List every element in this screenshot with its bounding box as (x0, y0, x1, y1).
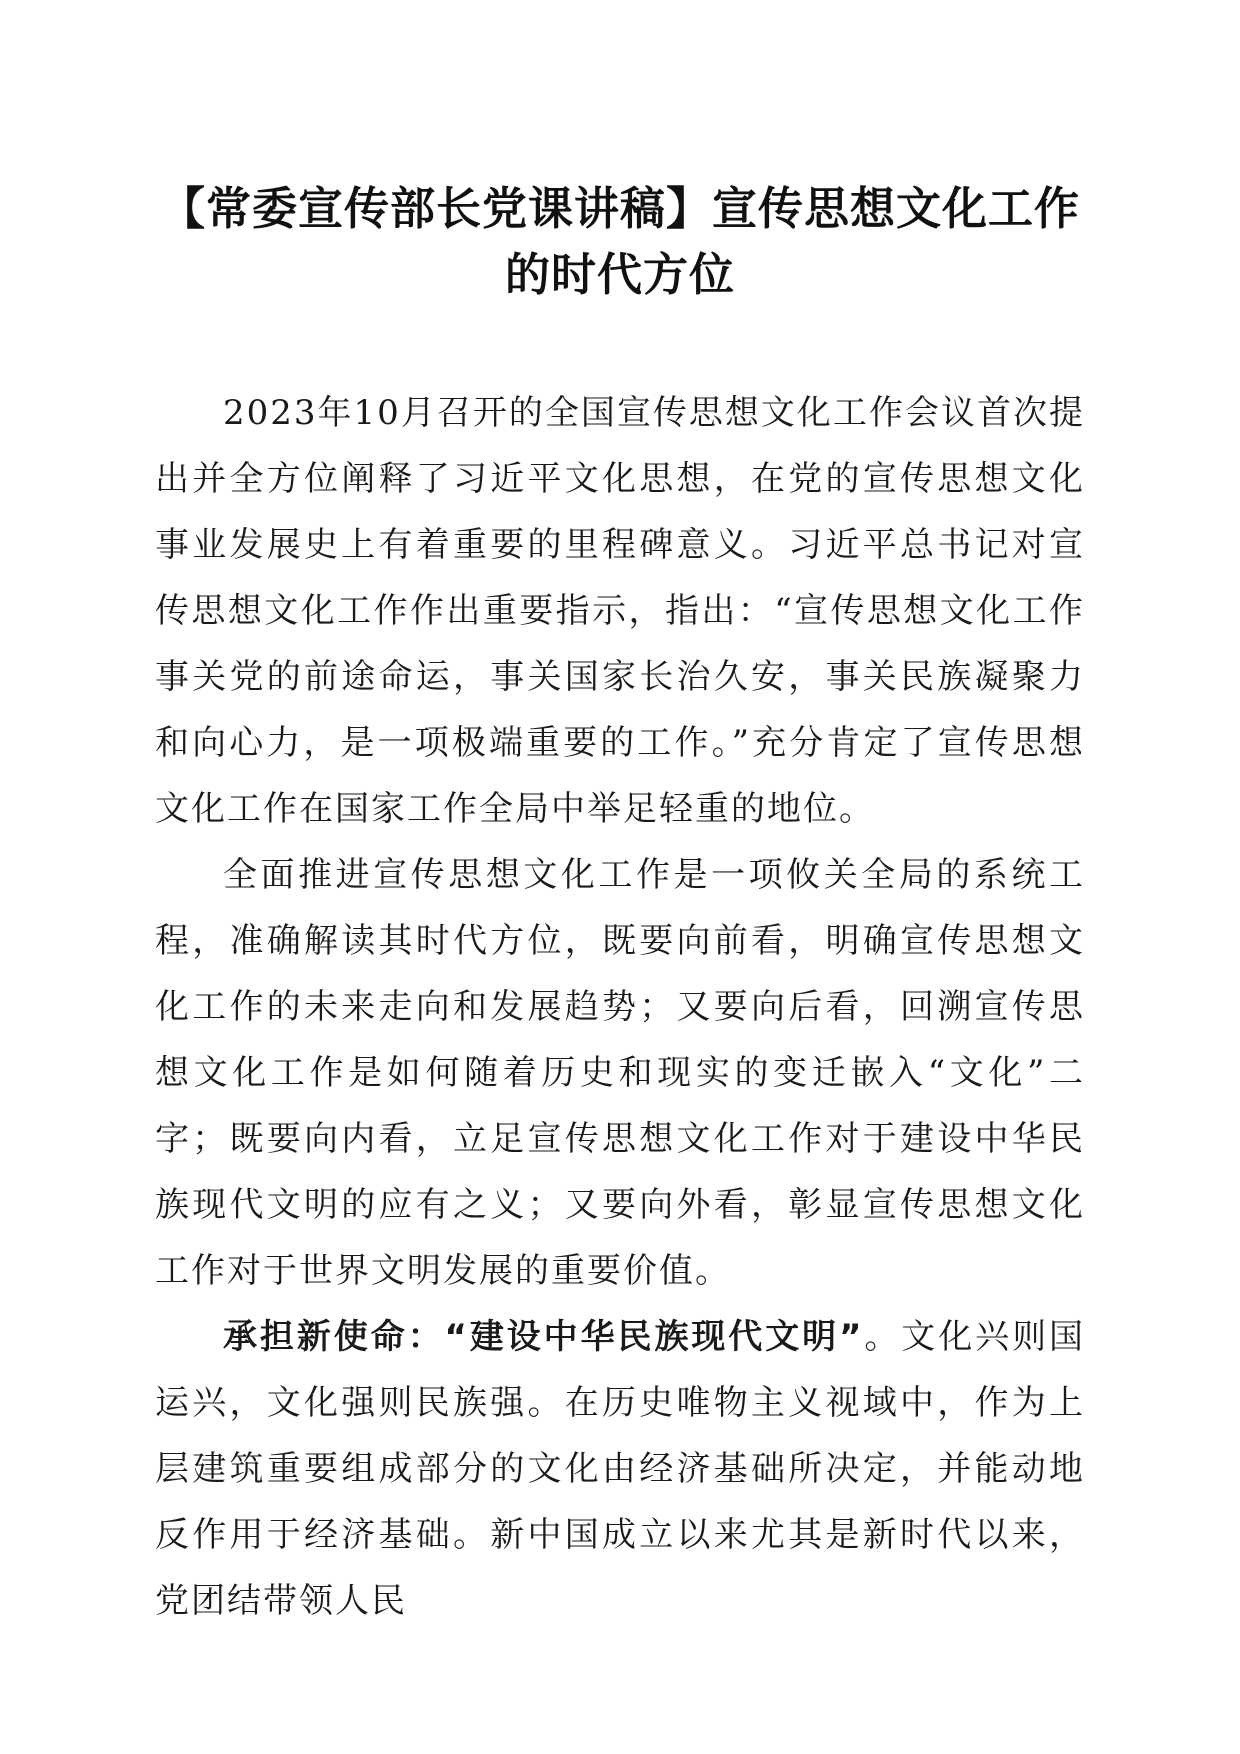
paragraph-2-text: 全面推进宣传思想文化工作是一项攸关全局的系统工程，准确解读其时代方位，既要向前看，明确宣传思想文化工作的未来走向和发展趋势；又要向后看，回溯宣传思想文化工作是如何随着历史和现实的变迁嵌入“文化”二字；既要向内看，立足宣传思想文化工作对于建设中华民族现代文明的应有之义；又要向外看，彰显宣传思想文化工作对于世界文明发展的重要价值。 (155, 855, 1085, 1291)
paragraph-1 (155, 380, 1085, 842)
paragraph-2 (155, 842, 1085, 1304)
paragraph-1-text: 2023年10月召开的全国宣传思想文化工作会议首次提出并全方位阐释了习近平文化思想，在党的宣传思想文化事业发展史上有着重要的里程碑意义。习近平总书记对宣传思想文化工作作出重要指示，指出：“宣传思想文化工作事关党的前途命运，事关国家长治久安，事关民族凝聚力和向心力，是一项极端重要的工作。”充分肯定了宣传思想文化工作在国家工作全局中举足轻重的地位。 (155, 393, 1085, 829)
title-line-1: 【常委宣传部长党课讲稿】宣传思想文化工作 (159, 182, 1080, 235)
paragraph-3-text: 。文化兴则国运兴，文化强则民族强。在历史唯物主义视域中，作为上层建筑重要组成部分的文化由经济基础所决定，并能动地反作用于经济基础。新中国成立以来尤其是新时代以来，党团结带领人民 (155, 1317, 1085, 1621)
document-title (155, 176, 1085, 308)
title-line-2: 的时代方位 (504, 248, 735, 301)
paragraph-3-heading: 承担新使命：“建设中华民族现代文明” (223, 1317, 864, 1357)
document-body (155, 380, 1085, 1634)
paragraph-3 (155, 1304, 1085, 1634)
